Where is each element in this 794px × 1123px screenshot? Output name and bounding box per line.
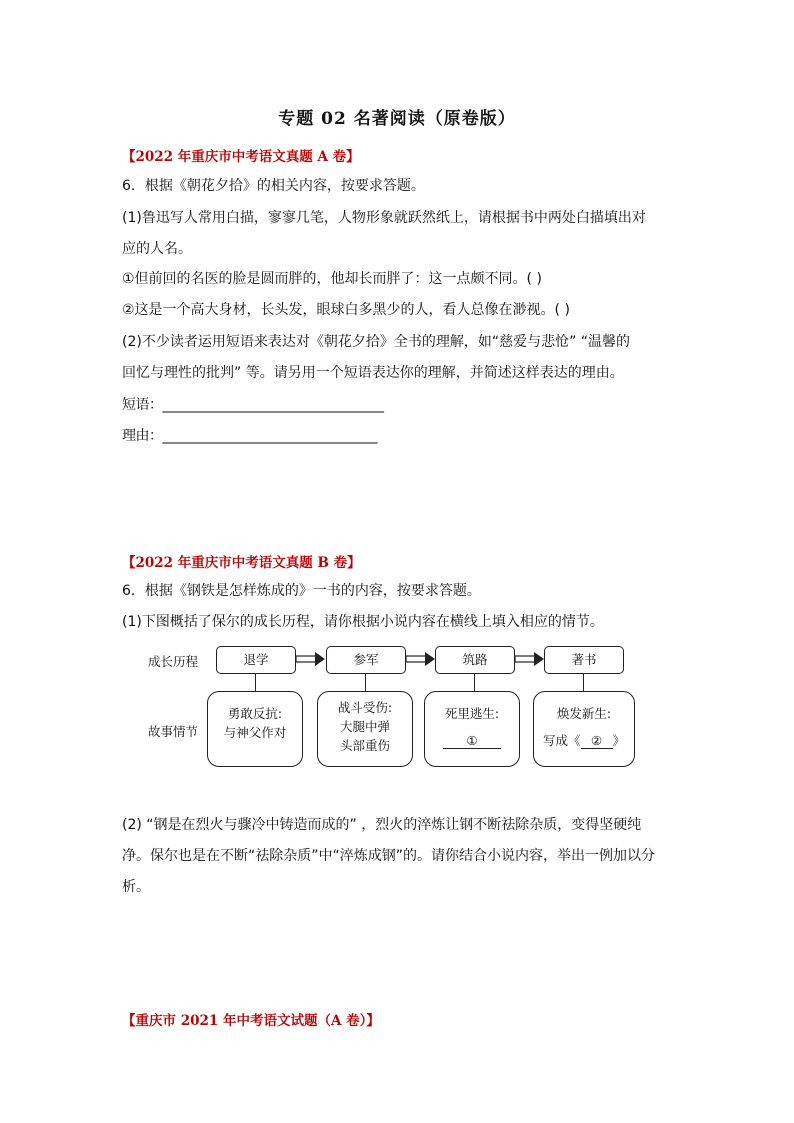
fill-blank-1[interactable]: ①: [443, 734, 501, 749]
fill-blank-2[interactable]: ②: [581, 734, 613, 749]
question-b-line: (2) “钢是在烈火与骤冷中铸造而成的” ，烈火的淬炼让钢不断祛除杂质，变得坚硬纯: [122, 817, 642, 833]
section-c-header: 【重庆市 2021 年中考语文试题（A 卷）】: [122, 1013, 380, 1029]
question-a-line: ①但前回的名医的脸是圆而胖的，他却长而胖了：这一点颇不同。( ): [122, 271, 542, 287]
plot-text: 焕发新生:: [556, 706, 612, 721]
section-a-header: 【2022 年重庆市中考语文真题 A 卷】: [122, 149, 360, 165]
growth-flowchart: [140, 640, 650, 780]
plot-box: [533, 691, 635, 767]
plot-text: 》: [612, 733, 626, 748]
section-b-header: 【2022 年重庆市中考语文真题 B 卷】: [122, 555, 361, 571]
plot-text: 头部重伤: [339, 738, 390, 753]
page-title: 专题 02 名著阅读（原卷版）: [278, 109, 516, 129]
connector-line: [474, 673, 475, 691]
answer-blank-reason[interactable]: 理由：_________________________________: [122, 428, 377, 444]
plot-text: 与神父作对: [223, 725, 287, 740]
plot-box: [317, 691, 413, 767]
question-b-line: 析。: [122, 879, 150, 895]
plot-text: 大腿中弹: [339, 719, 390, 734]
question-b-line: 净。保尔也是在不断“祛除杂质”中“淬炼成钢”的。请你结合小说内容，举出一例加以分: [122, 848, 656, 864]
stage-box: 参军: [326, 646, 406, 674]
question-b-line: (1)下图概括了保尔的成长历程，请你根据小说内容在横线上填入相应的情节。: [122, 614, 604, 630]
plot-box: [424, 691, 520, 767]
connector-line: [583, 673, 584, 691]
question-a-line: (2)不少读者运用短语来表达对《朝花夕拾》全书的理解，如“慈爱与悲怆” “温馨的: [122, 334, 631, 350]
arrow-right-icon: [406, 652, 436, 666]
stage-box: 筑路: [435, 646, 515, 674]
stage-box: 退学: [216, 646, 296, 674]
arrow-right-icon: [515, 652, 545, 666]
question-b-line: 6．根据《钢铁是怎样炼成的》一书的内容，按要求答题。: [122, 583, 481, 599]
question-a-line: ②这是一个高大身材，长头发，眼球白多黑少的人，看人总像在渺视。( ): [122, 302, 570, 318]
question-a-line: 回忆与理性的批判” 等。请另用一个短语表达你的理解，并简述这样表达的理由。: [122, 365, 624, 381]
row-label-plot: 故事情节: [148, 724, 199, 739]
connector-line: [365, 673, 366, 691]
arrow-right-icon: [296, 652, 326, 666]
question-a-line: 应的人名。: [122, 241, 192, 257]
plot-text: 战斗受伤:: [337, 700, 393, 715]
question-a-line: 6．根据《朝花夕拾》的相关内容，按要求答题。: [122, 178, 425, 194]
plot-text: 死里逃生:: [444, 706, 500, 721]
plot-text: 勇敢反抗:: [227, 706, 283, 721]
answer-blank-phrase[interactable]: 短语：__________________________________: [122, 397, 384, 413]
plot-text: 写成《: [542, 733, 581, 748]
row-label-growth: 成长历程: [148, 654, 199, 669]
plot-box: [207, 691, 303, 767]
connector-line: [255, 673, 256, 691]
question-a-line: (1)鲁迅写人常用白描，寥寥几笔，人物形象就跃然纸上，请根据书中两处白描填出对: [122, 210, 646, 226]
stage-box: 著书: [544, 646, 624, 674]
